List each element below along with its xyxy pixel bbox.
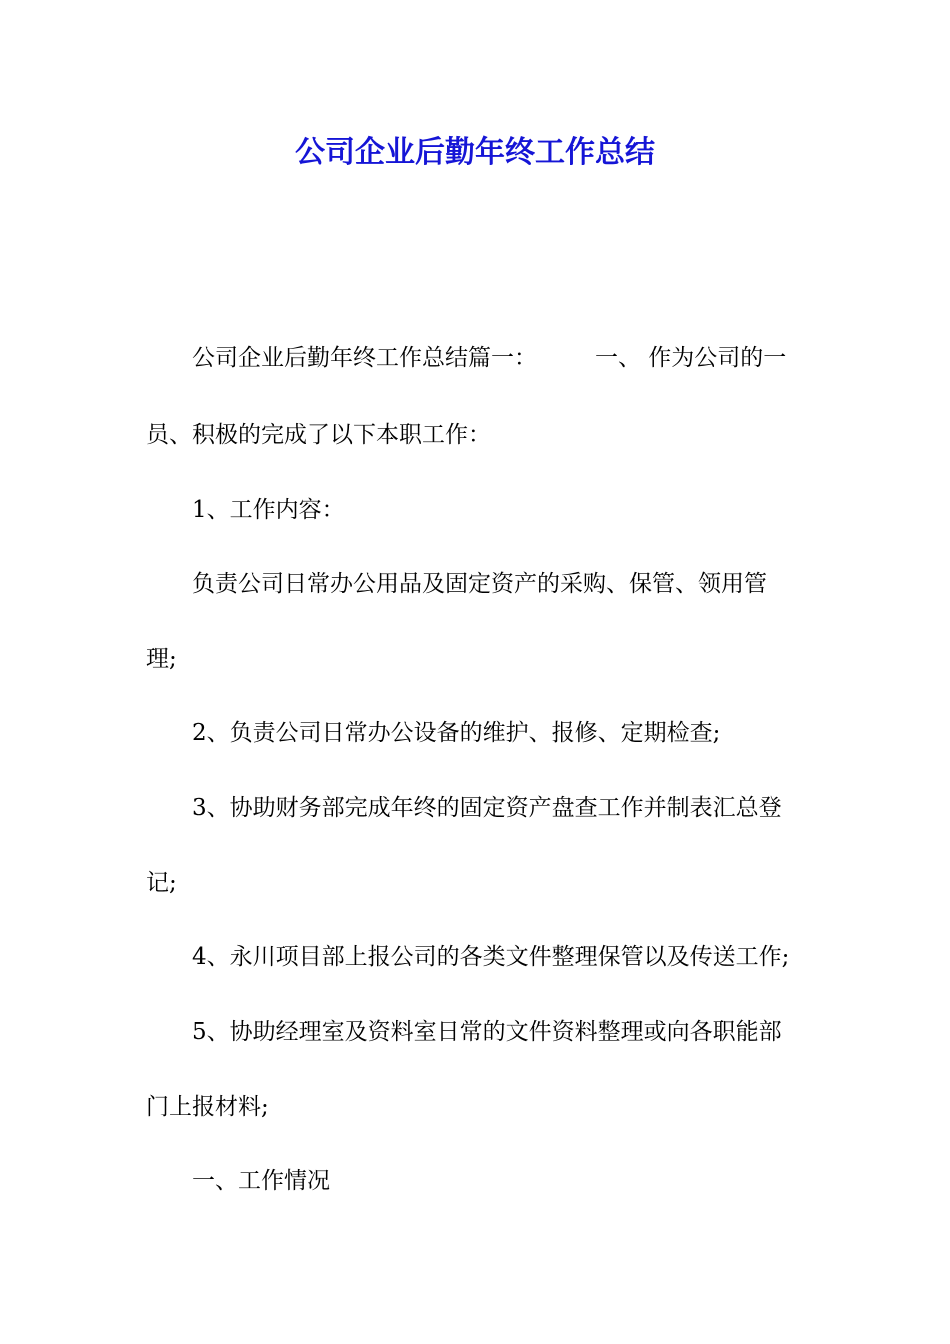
paragraph-7-line-1: 5、协助经理室及资料室日常的文件资料整理或向各职能部 — [192, 1019, 782, 1045]
paragraph-1-line-2: 员、积极的完成了以下本职工作： — [146, 422, 491, 448]
paragraph-8-line-1: 一、工作情况 — [192, 1168, 330, 1194]
paragraph-5-line-1: 3、协助财务部完成年终的固定资产盘查工作并制表汇总登 — [192, 795, 782, 821]
page-title: 公司企业后勤年终工作总结 — [295, 135, 655, 170]
paragraph-3-line-2: 理; — [146, 646, 177, 672]
paragraph-1-item-intro: 一、 作为公司的一 — [595, 345, 787, 371]
paragraph-6-line-1: 4、永川项目部上报公司的各类文件整理保管以及传送工作; — [192, 944, 790, 970]
paragraph-4-line-1: 2、负责公司日常办公设备的维护、报修、定期检查; — [192, 720, 721, 746]
paragraph-5-line-2: 记; — [146, 870, 177, 896]
paragraph-3-line-1: 负责公司日常办公用品及固定资产的采购、保管、领用管 — [192, 571, 767, 597]
paragraph-2-line-1: 1、工作内容： — [192, 497, 345, 523]
paragraph-1-heading: 公司企业后勤年终工作总结篇一： — [192, 345, 537, 371]
paragraph-1-line-1 — [192, 338, 786, 378]
paragraph-7-line-2: 门上报材料; — [146, 1094, 269, 1120]
